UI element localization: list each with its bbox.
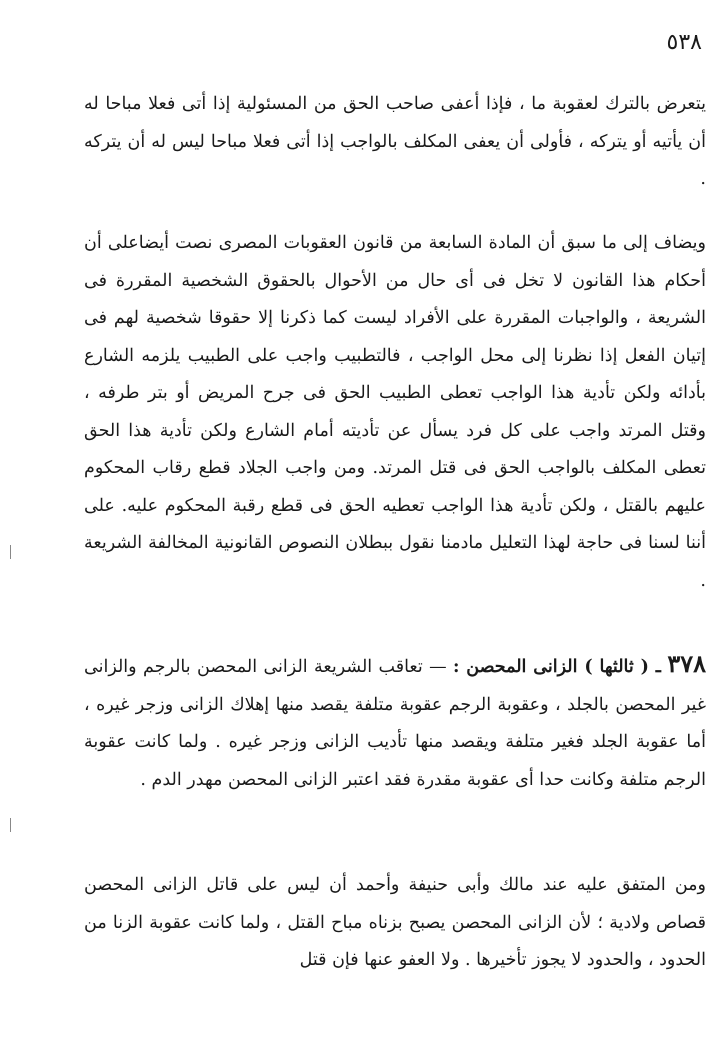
margin-mark <box>10 545 11 559</box>
paragraph-2: ويضاف إلى ما سبق أن المادة السابعة من قانون العقوبات المصرى نصت أيضاعلى أن أحكام هذا القانون لا تخل فى أى حال من الأحوال بالحقوق الشخصية المقررة فى الشريعة ، والواجبات المقررة على الأفراد ليست كما ذكرنا إلا حقوقا شخصية لهم فى إتيان الفعل إذا نظرنا إلى محل الواجب ، فالتطبيب واجب على الطبيب يلزمه الشارع بأدائه ولكن تأدية هذا الواجب تعطى الطبيب الحق فى جرح المريض أو بتر طرفه ، وقتل المرتد واجب على كل فرد يسأل عن تأديته أمام الشارع ولكن تأدية هذا الحق تعطى المكلف بالواجب الحق فى قتل المرتد. ومن واجب الجلاد قطع رقاب المحكوم عليهم بالقتل ، ولكن تأدية هذا الواجب تعطيه الحق فى قطع رقبة المحكوم عليه. على أننا لسنا فى حاجة لهذا التعليل مادمنا نقول ببطلان النصوص القانونية المخالفة الشريعة . <box>84 233 706 591</box>
page-number: ٥٣٨ <box>666 30 702 55</box>
paragraph-3-section-378 <box>84 645 706 799</box>
section-heading: ـ ( ثالثها ) الزانى المحصن : <box>452 657 661 677</box>
paragraph-4: ومن المتفق عليه عند مالك وأبى حنيفة وأحمد أن ليس على قاتل الزانى المحصن قصاص ولادية ؛ لأن الزانى المحصن يصبح بزناه مباح القتل ، ولما كانت عقوبة الزنا من الحدود ، والحدود لا يجوز تأخيرها . ولا العفو عنها فإن قتل <box>84 875 706 970</box>
paragraph-1: يتعرض بالترك لعقوبة ما ، فإذا أعفى صاحب الحق من المسئولية إذا أتى فعلا مباحا له أن يأتيه أو يتركه ، فأولى أن يعفى المكلف بالواجب إذا أتى فعلا مباحا ليس له أن يتركه . <box>84 94 706 189</box>
section-number: ٣٧٨ <box>667 649 706 678</box>
section-body: — تعاقب الشريعة الزانى المحصن بالرجم والزانى غير المحصن بالجلد ، وعقوبة الرجم عقوبة متلفة يقصد منها إهلاك الزانى وزجر غيره ، أما عقوبة الجلد فغير متلفة ويقصد منها تأديب الزانى وزجر غيره . ولما كانت عقوبة الرجم متلفة وكانت حدا أى عقوبة مقدرة فقد اعتبر الزانى المحصن مهدر الدم . <box>84 657 706 790</box>
margin-mark <box>10 818 11 832</box>
